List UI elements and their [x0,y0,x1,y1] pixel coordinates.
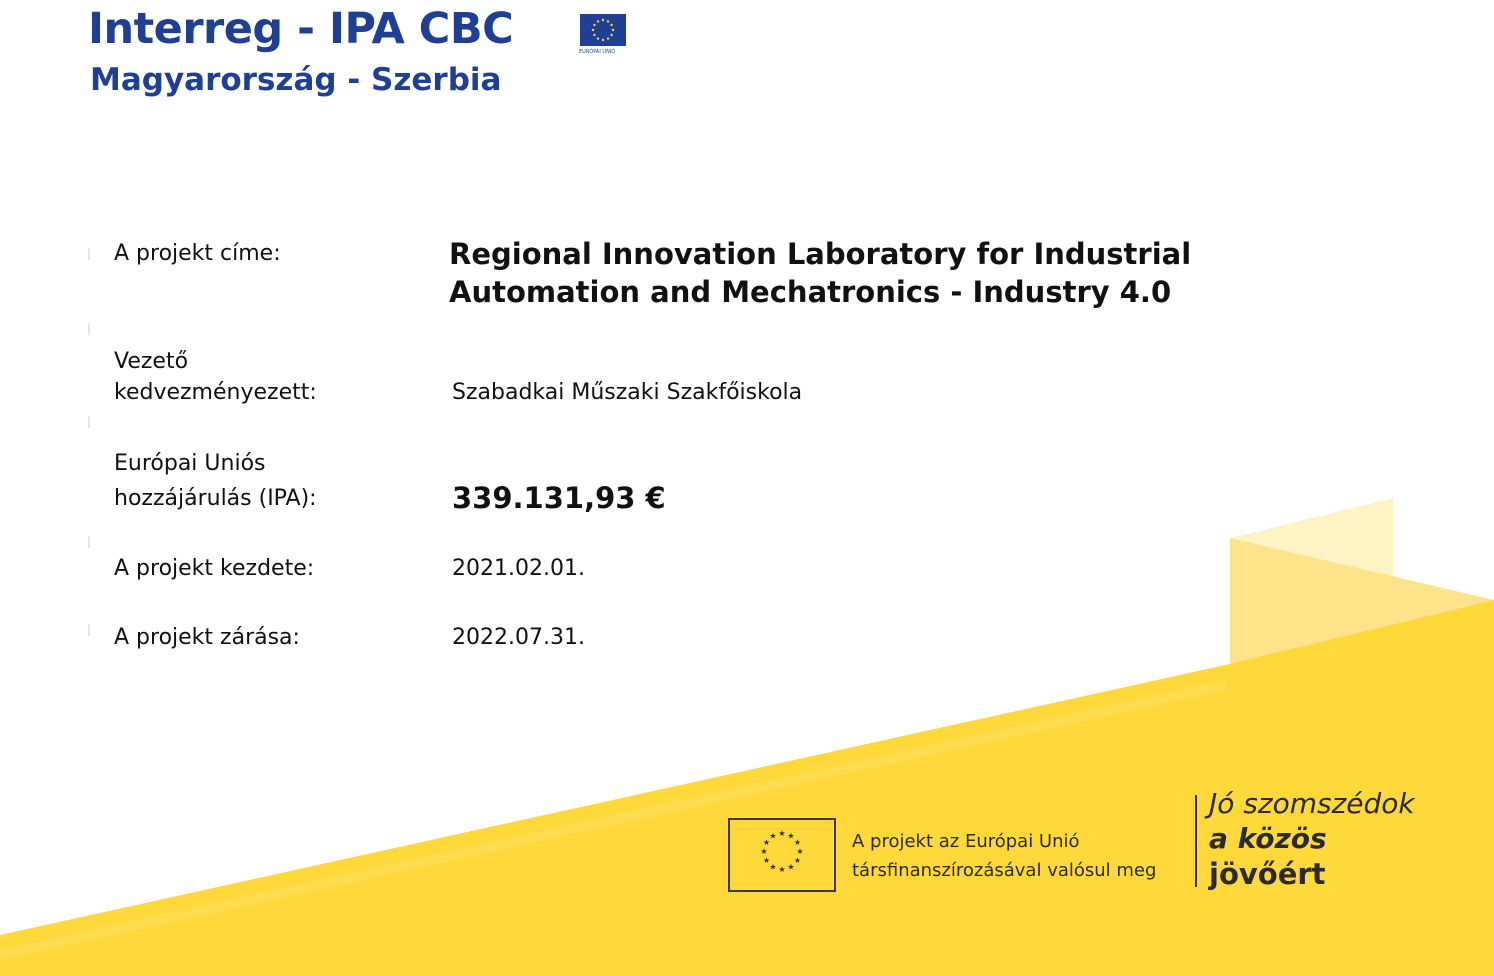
eu-cofinancing-text-line-1: A projekt az Európai Unió [852,831,1080,852]
lead-beneficiary-label-line-1: Vezető [114,349,189,374]
lead-beneficiary-label [114,346,317,408]
margin-tick [88,536,90,548]
eu-contribution-label-line-1: Európai Uniós [114,451,266,476]
project-title-value [449,235,1349,311]
project-end-value: 2022.07.31. [452,625,585,650]
eu-contribution-label [114,446,317,516]
slogan-line-2: a közös [1209,822,1327,855]
lead-beneficiary-value: Szabadkai Műszaki Szakfőiskola [452,380,803,405]
svg-text:★: ★ [793,838,802,847]
eu-flag-caption: EURÓPAI UNIÓ [579,49,616,55]
margin-tick [88,323,90,335]
logo-title: Interreg - IPA CBC [88,4,514,54]
svg-text:★: ★ [762,856,771,865]
margin-tick [88,248,90,260]
svg-text:★: ★ [762,838,771,847]
eu-cofinancing-text-line-2: társfinanszírozásával valósul meg [852,860,1157,881]
project-end-label: A projekt zárása: [114,625,300,650]
svg-text:★: ★ [778,829,786,838]
interreg-logo [88,4,648,104]
project-start-label: A projekt kezdete: [114,556,315,581]
slogan-divider [1195,795,1197,887]
svg-text:★: ★ [787,831,795,841]
margin-tick [88,416,90,428]
margin-tick [88,624,90,636]
svg-text:★: ★ [760,847,768,856]
eu-flag-icon [580,14,626,46]
project-title-line-2: Automation and Mechatronics - Industry 4.0 [449,275,1172,309]
project-start-value: 2021.02.01. [452,556,585,581]
svg-text:★: ★ [769,862,777,872]
eu-cofinancing-text [852,827,1156,885]
logo-subtitle: Magyarország - Szerbia [90,62,502,98]
svg-text:★: ★ [793,856,802,865]
svg-text:★: ★ [769,831,777,841]
project-title-label: A projekt címe: [114,241,281,266]
lead-beneficiary-label-line-2: kedvezményezett: [114,380,317,405]
eu-contribution-label-line-2: hozzájárulás (IPA): [114,486,317,511]
eu-contribution-value: 339.131,93 € [452,481,666,515]
svg-text:★: ★ [778,865,786,874]
slogan-line-1: Jó szomszédok [1209,787,1415,820]
slogan [1209,786,1415,892]
svg-text:★: ★ [796,847,804,856]
slogan-line-3: jövőért [1209,857,1326,891]
project-title-line-1: Regional Innovation Laboratory for Industrial [449,237,1192,271]
svg-text:★: ★ [787,862,795,872]
eu-emblem-icon [728,818,836,892]
